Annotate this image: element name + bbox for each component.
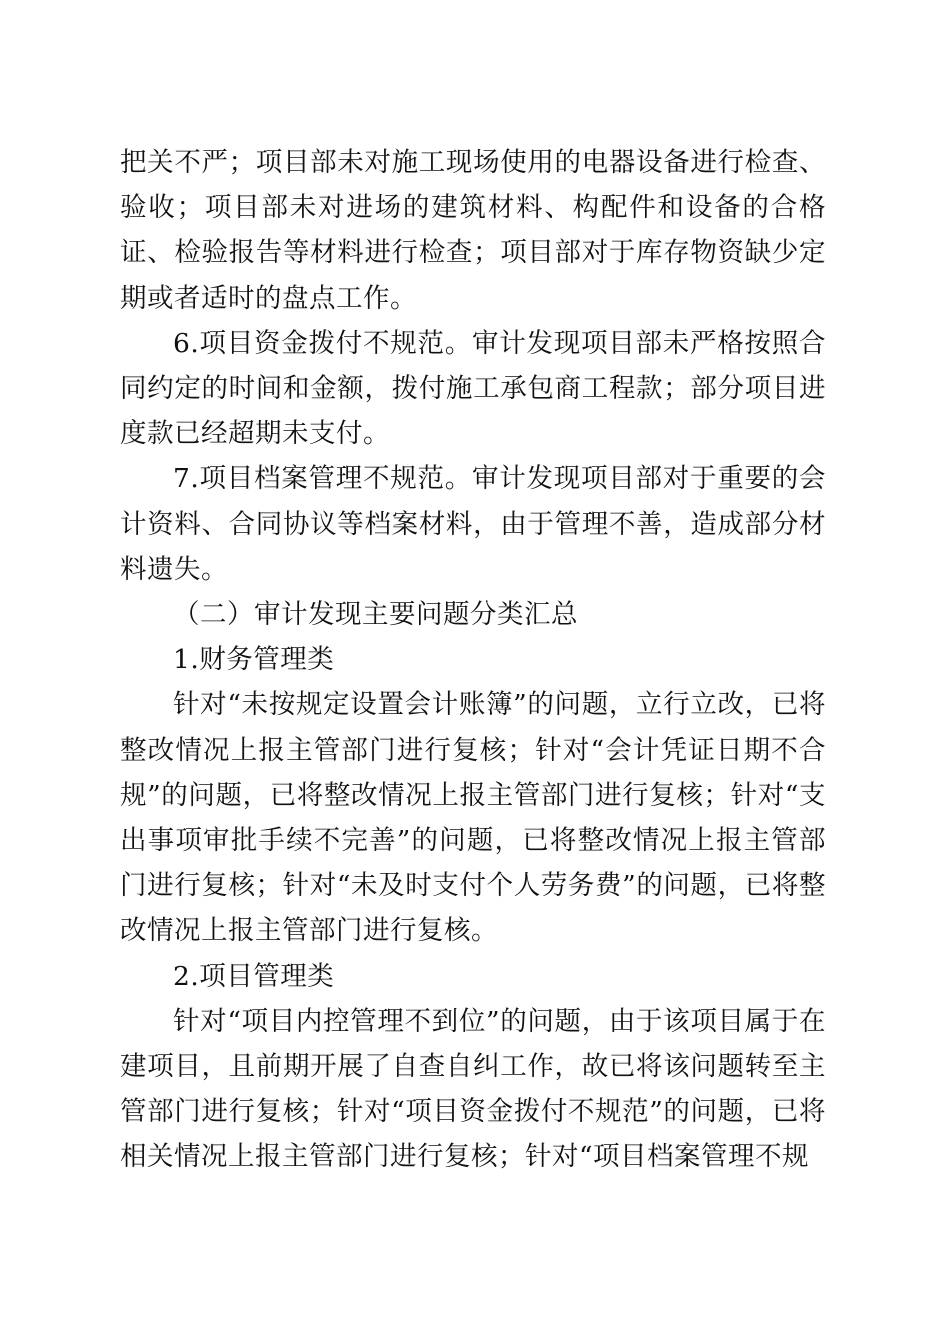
paragraph-item-7: 7.项目档案管理不规范。审计发现项目部对于重要的会计资料、合同协议等档案材料，由于管理不善，造成部分材料遗失。: [120, 463, 826, 585]
document-page: [120, 140, 826, 1180]
paragraph-financial: 针对“未按规定设置会计账簿”的问题，立行立改，已将整改情况上报主管部门进行复核；针对“会计凭证日期不合规”的问题，已将整改情况上报主管部门进行复核；针对“支出事项审批手续不完善”的问题，已将整改情况上报主管部门进行复核；针对“未及时支付个人劳务费”的问题，已将整改情况上报主管部门进行复核。: [120, 689, 826, 947]
paragraph-project: 针对“项目内控管理不到位”的问题，由于该项目属于在建项目，且前期开展了自查自纠工作，故已将该问题转至主管部门进行复核；针对“项目资金拨付不规范”的问题，已将相关情况上报主管部门进行复核；针对“项目档案管理不规: [120, 1005, 826, 1173]
paragraph-item-6: 6.项目资金拨付不规范。审计发现项目部未严格按照合同约定的时间和金额，拨付施工承包商工程款；部分项目进度款已经超期未支付。: [120, 327, 826, 450]
paragraph-continuation: 把关不严；项目部未对施工现场使用的电器设备进行检查、验收；项目部未对进场的建筑材料、构配件和设备的合格证、检验报告等材料进行检查；项目部对于库存物资缺少定期或者适时的盘点工作。: [120, 147, 826, 314]
section-heading: （二）审计发现主要问题分类汇总: [173, 599, 578, 631]
subheading-project: 2.项目管理类: [173, 960, 335, 992]
subheading-financial: 1.财务管理类: [173, 644, 335, 676]
